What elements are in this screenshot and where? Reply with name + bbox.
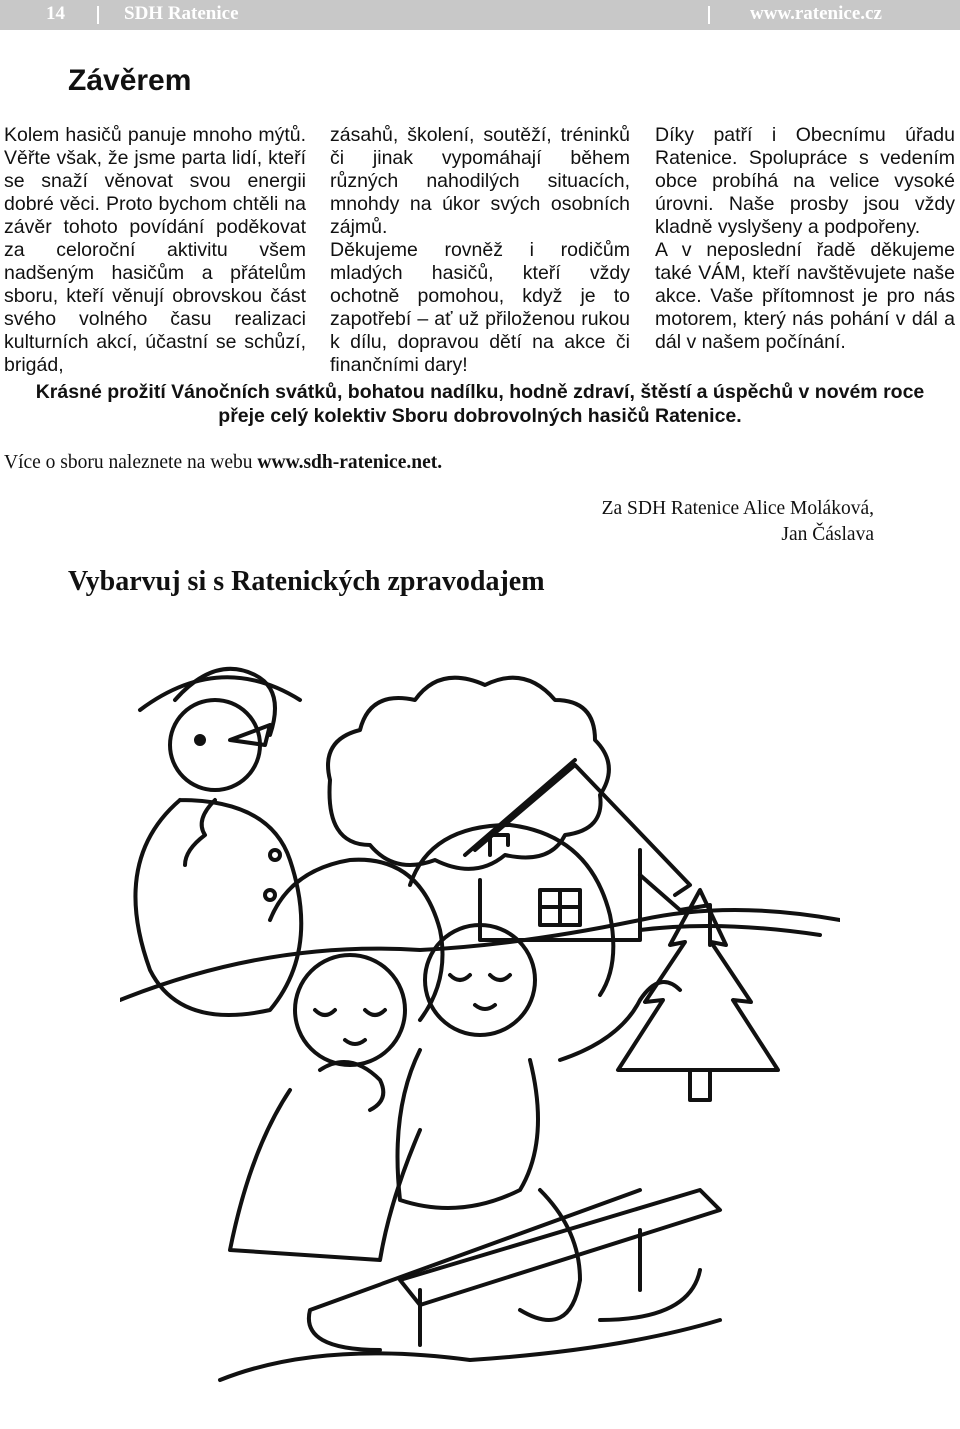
holiday-wishes: Krásné prožití Vánočních svátků, bohatou nadílku, hodně zdraví, štěstí a úspěchů v novém roce přeje celý kolektiv Sboru dobrovolných hasičů Ratenice. (35, 381, 925, 427)
signature-line: Za SDH Ratenice Alice Moláková, (601, 498, 874, 519)
header-website[interactable]: www.ratenice.cz (750, 3, 882, 24)
article-paragraph: Díky patří i Obecnímu úřadu Ratenice. Spolupráce s vedením obce probíhá na velice vysoké úrovni. Naše prosby jsou vždy kladně vyslyšeny a podpořeny. (655, 124, 955, 238)
page-header (0, 0, 960, 30)
website-link[interactable]: www.sdh-ratenice.net. (257, 452, 443, 473)
coloring-picture (120, 630, 840, 1420)
signature-line: Jan Čáslava (781, 524, 874, 545)
sled-icon (220, 1190, 720, 1380)
article-column-1 (4, 124, 306, 377)
article-paragraph: zásahů, školení, soutěží, tréninků či jinak vypomáhají během různých nahodilých situacích, mnohdy na úkor svých osobních zájmů. (330, 124, 630, 238)
article-column-2 (330, 124, 630, 377)
page-number: 14 (46, 3, 65, 24)
article-title: Závěrem (68, 64, 192, 97)
header-separator (97, 6, 99, 24)
snow-hill (640, 926, 820, 935)
signature (560, 496, 874, 548)
house-icon (465, 760, 710, 945)
more-info (4, 452, 442, 474)
article-paragraph: A v neposlední řadě děkujeme také VÁM, kteří navštěvujete naše akce. Vaše přítomnost je pro nás motorem, který nás pohání v dál a dál v našem počínání. (655, 239, 955, 353)
more-info-text: Více o sboru naleznete na webu (4, 452, 258, 473)
article-paragraph: Děkujeme rovněž i rodičům mladých hasičů, kteří vždy ochotně pomohou, když je to zapotřebí – ať už přiloženou rukou k dílu, dopravou dětí na akce či finančními dary! (330, 239, 630, 376)
article-column-3 (655, 124, 955, 354)
article-paragraph: Kolem hasičů panuje mnoho mýtů. Věřte však, že jsme parta lidí, kteří se snaží věnovat svou energii dobré věci. Proto bychom chtěli na závěr tohoto povídání poděkovat za celoroční aktivitu všem nadšeným hasičům a přátelům sboru, kteří věnují obrovskou část svého volného času realizaci kulturních akcí, účastní se schůzí, brigád, (4, 124, 306, 376)
header-section: SDH Ratenice (124, 3, 239, 24)
snowman-icon (135, 669, 301, 1015)
header-separator (708, 6, 710, 24)
coloring-title: Vybarvuj si s Ratenických zpravodajem (68, 566, 545, 597)
